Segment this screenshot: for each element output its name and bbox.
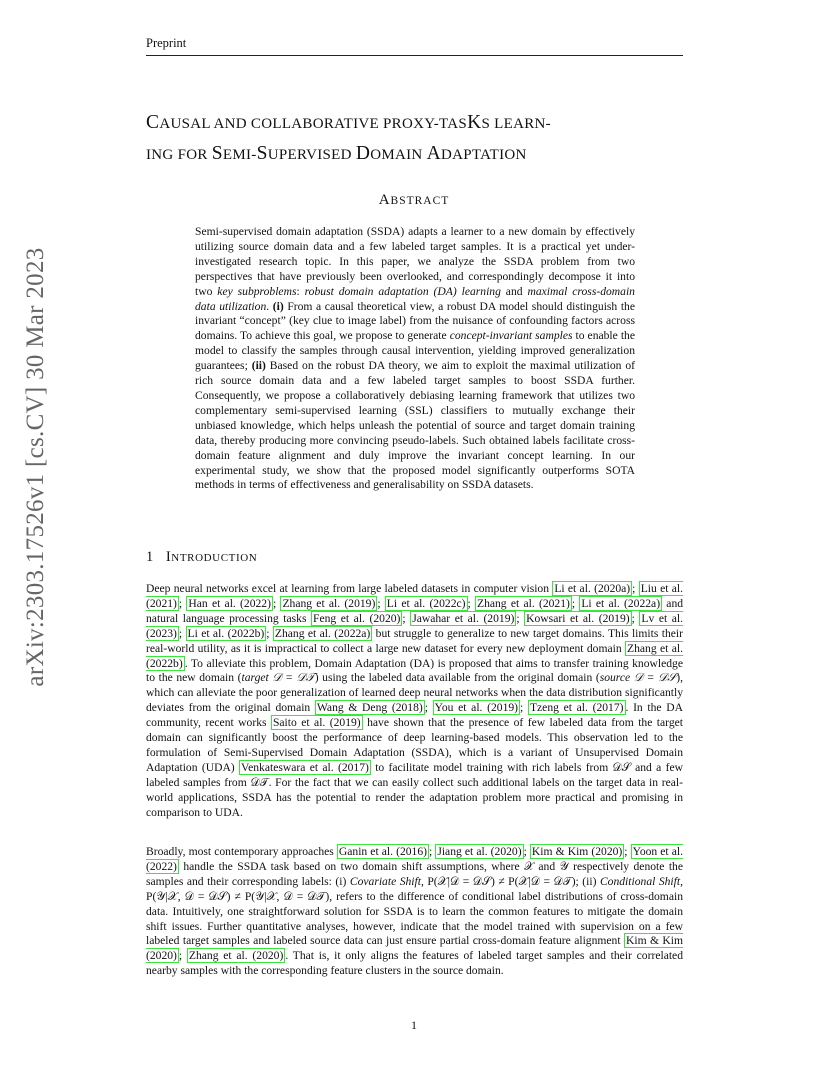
abstract-emphasis: concept-invariant samples xyxy=(449,329,573,343)
title-cap: S xyxy=(256,143,268,164)
citation-link[interactable]: Li et al. (2022b) xyxy=(187,626,265,640)
para-text: , P(𝒴|𝒳, 𝒟 = 𝒟𝒮) ≠ P(𝒴|𝒳, 𝒟 = 𝒟𝒯), refers to the difference of conditional label distributions of cross-domain data. Intuitively, one straightforward solution for SSDA is to learn the common features to mitigate the domain shift issues. Further quantitative analyses, however, indicate that the model trained with supervision on a few labeled target samples and labeled source data can just ensure partial cross-domain feature alignment xyxy=(146,874,683,948)
abstract-text: Semi-supervised domain adaptation (SSDA) adapts a learner to a new domain by effectively utilizing source domain data and a few labeled target samples. It is a practical yet under-investigated research topic. In this paper, we analyze the SSDA problem from two perspectives that have previously been overlooked, and correspondingly decompose it into two xyxy=(195,225,635,298)
citation-link[interactable]: Zhang et al. (2019) xyxy=(282,596,376,610)
title-cap: A xyxy=(426,143,441,164)
para-text: ; xyxy=(571,596,580,610)
arxiv-sidebar xyxy=(6,247,66,687)
citation-link[interactable]: Zhang et al. (2021) xyxy=(476,596,570,610)
citation-link[interactable]: You et al. (2019) xyxy=(434,701,519,715)
intro-paragraph-1 xyxy=(146,582,683,821)
citation-link[interactable]: Li et al. (2022a) xyxy=(581,596,661,610)
para-text: ; xyxy=(272,596,281,610)
intro-paragraph-2 xyxy=(146,845,683,979)
section-title-smallcaps: NTRODUCTION xyxy=(171,552,258,564)
section-title-cap: I xyxy=(165,549,172,565)
para-text: handle the SSDA task based on two domain shift assumptions, where 𝒳 and 𝒴 respectively denote the samples and their corresponding labels: (i) xyxy=(146,859,683,888)
citation-link[interactable]: Zhang et al. (2020) xyxy=(188,949,284,963)
abstract-text: : xyxy=(296,284,305,298)
arxiv-identifier[interactable]: arXiv:2303.17526v1 [cs.CV] 30 Mar 2023 xyxy=(22,247,49,687)
title-smallcaps: EARN- xyxy=(503,116,551,132)
para-text: ) using the labeled data available from the original domain ( xyxy=(314,671,600,685)
title-cap: D xyxy=(355,143,371,164)
para-text: . That is, it only aligns the features of labeled target samples and their correlated nearby samples with the corresponding feature clusters in the source domain. xyxy=(146,949,683,978)
para-text: ; xyxy=(429,845,436,858)
title-smallcaps: S L xyxy=(481,116,504,132)
citation-link[interactable]: Lv et al. (2023) xyxy=(146,611,684,640)
citation-link[interactable]: Venkateswara et al. (2017) xyxy=(241,760,369,774)
citation-link[interactable]: Kim & Kim (2020) xyxy=(531,845,623,858)
citation-link[interactable]: Kim & Kim (2020) xyxy=(146,934,683,963)
para-text: ; xyxy=(178,626,186,640)
para-emphasis: Conditional Shift xyxy=(599,874,681,888)
abstract-bold-label: (ii) xyxy=(251,359,266,373)
citation-link[interactable]: Liu et al. (2021) xyxy=(146,582,683,610)
para-text: ; xyxy=(402,611,411,625)
para-text: and natural language processing tasks xyxy=(146,596,684,625)
abstract-text: From a causal theoretical view, a robust DA model should distinguish the invariant “concept” (key clue to image label) from the nuisance of confounding factors across domains. To achieve this goal, we propose to generate xyxy=(195,299,635,343)
para-emphasis: Covariate Shift xyxy=(349,874,421,888)
title-cap: K xyxy=(467,112,482,133)
abstract-emphasis: key subproblems xyxy=(217,284,297,298)
section-heading-introduction xyxy=(146,549,257,566)
citation-link[interactable]: Li et al. (2022c) xyxy=(386,596,466,610)
section-number: 1 xyxy=(146,549,154,565)
title-smallcaps: AUSAL AND COLLABORATIVE PROXY-TAS xyxy=(159,116,468,132)
para-text: ; xyxy=(520,701,528,715)
header-label: Preprint xyxy=(146,36,187,50)
para-text: ; xyxy=(424,701,433,715)
para-text: ; xyxy=(632,582,639,595)
citation-link[interactable]: Yoon et al. (2022) xyxy=(146,845,684,873)
para-text: ; xyxy=(523,845,530,858)
page-number xyxy=(0,1018,828,1033)
title-cap: S xyxy=(211,143,223,164)
para-text: but struggle to generalize to new target domains. This limits their real-world utility, as it is impractical to collect a large new dataset for every new deployment domain xyxy=(146,626,683,655)
para-text: ; xyxy=(631,611,640,625)
abstract-heading-cap: A xyxy=(378,192,391,208)
math-expression: source 𝒟 = 𝒟𝒮 xyxy=(599,671,677,685)
para-text: ; xyxy=(467,596,475,610)
citation-link[interactable]: Kowsari et al. (2019) xyxy=(526,611,630,625)
abstract-bold-label: (i) xyxy=(272,299,284,313)
para-text: ; xyxy=(516,611,525,625)
title-cap: C xyxy=(146,112,160,133)
para-text: to facilitate model training with rich labels from 𝒟𝒮 and a few labeled samples from 𝒟𝒯. For the fact that we can easily collect such additional labels on the target data in real-world applications, SSDA has the potential to render the adaptation problem more practical and promising in comparison to UDA. xyxy=(146,760,683,819)
para-text: ), which can alleviate the poor generalization of learned deep neural networks when the data distribution significantly deviates from the original domain xyxy=(146,671,683,715)
para-text: . In the DA community, recent works xyxy=(146,701,683,730)
paper-title xyxy=(146,108,706,170)
citation-link[interactable]: Ganin et al. (2016) xyxy=(338,845,428,858)
title-smallcaps: EMI- xyxy=(222,147,257,163)
abstract-text: to enable the model to classify the samples through causal intervention, yielding improved generalization guarantees; xyxy=(195,329,635,373)
abstract-text: and xyxy=(500,284,528,298)
para-text: ; xyxy=(266,626,273,640)
citation-link[interactable]: Han et al. (2022) xyxy=(188,596,271,610)
abstract-body xyxy=(195,225,635,493)
para-text: ; xyxy=(377,596,385,610)
para-text: ; xyxy=(178,949,187,963)
para-text: ; xyxy=(624,845,631,858)
abstract-heading xyxy=(0,192,828,209)
para-text: Broadly, most contemporary approaches xyxy=(146,845,337,858)
title-smallcaps: UPERVISED xyxy=(267,147,356,163)
abstract-heading-smallcaps: BSTRACT xyxy=(390,195,450,207)
citation-link[interactable]: Feng et al. (2020) xyxy=(313,611,401,625)
para-text: . To alleviate this problem, Domain Adaptation (DA) is proposed that aims to transfer training knowledge to the new domain ( xyxy=(146,656,683,685)
citation-link[interactable]: Li et al. (2020a) xyxy=(554,582,631,595)
para-text: , P(𝒳|𝒟 = 𝒟𝒮) ≠ P(𝒳|𝒟 = 𝒟𝒯); (ii) xyxy=(420,874,600,888)
citation-link[interactable]: Jawahar et al. (2019) xyxy=(412,611,515,625)
abstract-emphasis: maximal cross-domain data utilization xyxy=(195,284,635,313)
abstract-text: Based on the robust DA theory, we aim to exploit the maximal utilization of rich source domain data and a few labeled target samples to boost SSDA further. Consequently, we propose a collaboratively debiasing learning framework that utilizes two complementary semi-supervised learning (SSL) classifiers to mutually exchange their unbiased knowledge, which helps unleash the potential of source and target domain training data, thereby producing more convincing pseudo-labels. Such obtained labels facilitate cross-domain feature alignment and duly improve the invariant concept learning. In our experimental study, we show that the proposed model significantly outperforms SOTA methods in terms of effectiveness and generalisability on SSDA datasets. xyxy=(195,359,636,492)
citation-link[interactable]: Wang & Deng (2018) xyxy=(316,701,423,715)
citation-link[interactable]: Jiang et al. (2020) xyxy=(437,845,522,858)
para-text: have shown that the presence of few labeled data from the target domain can significantly boost the performance of deep learning-based models. This observation led to the formulation of Semi-Supervised Domain Adaptation (SSDA), which is a variant of Unsupervised Domain Adaptation (UDA) xyxy=(146,716,683,774)
running-header xyxy=(146,36,683,56)
title-smallcaps: ING FOR xyxy=(146,147,212,163)
title-smallcaps: DAPTATION xyxy=(441,147,527,163)
citation-link[interactable]: Zhang et al. (2022b) xyxy=(146,641,683,670)
citation-link[interactable]: Zhang et al. (2022a) xyxy=(274,626,371,640)
page-number-text: 1 xyxy=(411,1018,417,1032)
title-smallcaps: OMAIN xyxy=(370,147,427,163)
abstract-text: . xyxy=(266,299,273,313)
para-text: ; xyxy=(178,596,187,610)
math-expression: target 𝒟 = 𝒟𝒯 xyxy=(241,671,315,685)
abstract-emphasis: robust domain adaptation (DA) learning xyxy=(304,284,501,298)
citation-link[interactable]: Tzeng et al. (2017) xyxy=(529,701,624,715)
para-text: Deep neural networks excel at learning from large labeled datasets in computer vision xyxy=(146,582,553,595)
citation-link[interactable]: Saito et al. (2019) xyxy=(272,716,361,730)
